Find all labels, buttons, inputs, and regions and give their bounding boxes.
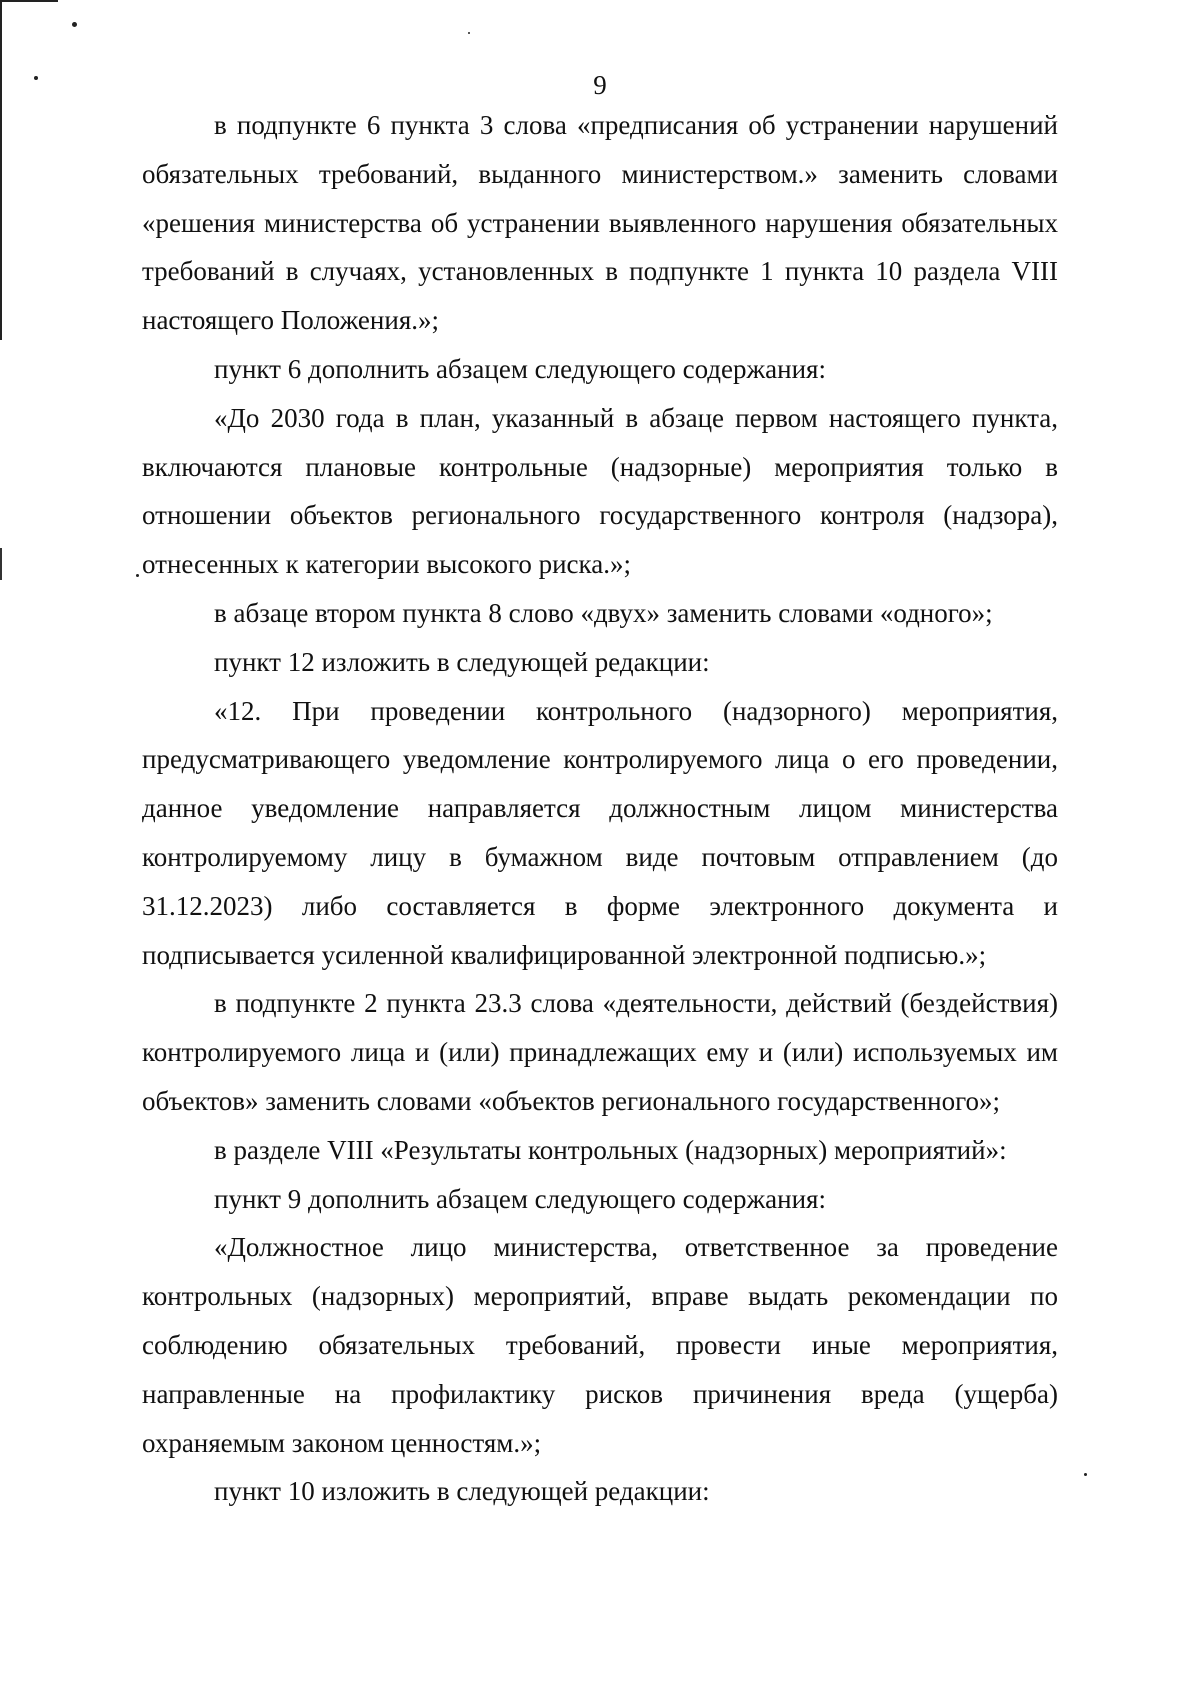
paragraph: в абзаце втором пункта 8 слово «двух» заменить словами «одного»; (214, 597, 993, 628)
paragraph: пункт 10 изложить в следующей редакции: (214, 1476, 710, 1507)
document-body (142, 101, 1058, 1516)
scan-edge-artifact (0, 0, 58, 2)
scan-speck (468, 32, 470, 34)
paragraph: в подпункте 2 пункта 23.3 слова «деятельности, действий (бездействия) контролируемого лица и (или) принадлежащих ему и (или) используемых им объектов» заменить словами «объектов регионального государственного»; (142, 988, 1058, 1116)
paragraph: «До 2030 года в план, указанный в абзаце первом настоящего пункта, включаются плановые контрольные (надзорные) мероприятия только в отношении объектов регионального государственного контроля (надзора), отнесенных к категории высокого риска.»; (142, 402, 1058, 580)
scan-speck (1084, 1473, 1087, 1476)
paragraph: «Должностное лицо министерства, ответственное за проведение контрольных (надзорных) мероприятий, вправе выдать рекомендации по соблюдению обязательных требований, провести иные мероприятия, направленные на профилактику рисков причинения вреда (ущерба) охраняемым законом ценностям.»; (142, 1232, 1058, 1458)
scan-edge-artifact (0, 0, 2, 340)
paragraph: в подпункте 6 пункта 3 слова «предписания об устранении нарушений обязательных требований, выданного министерством.» заменить словами «решения министерства об устранении выявленного нарушения обязательных требований в случаях, установленных в подпункте 1 пункта 10 раздела VIII настоящего Положения.»; (142, 110, 1058, 336)
scan-speck (136, 574, 139, 577)
page-number: 9 (593, 70, 607, 100)
scan-speck (72, 22, 77, 27)
paragraph: пункт 9 дополнить абзацем следующего содержания: (214, 1183, 826, 1214)
paragraph: пункт 12 изложить в следующей редакции: (214, 646, 710, 677)
paragraph: пункт 6 дополнить абзацем следующего содержания: (214, 353, 826, 384)
scan-edge-artifact (0, 548, 2, 580)
paragraph: «12. При проведении контрольного (надзорного) мероприятия, предусматривающего уведомление контролируемого лица о его проведении, данное уведомление направляется должностным лицом министерства контролируемому лицу в бумажном виде почтовым отправлением (до 31.12.2023) либо составляется в форме электронного документа и подписывается усиленной квалифицированной электронной подписью.»; (142, 695, 1058, 970)
paragraph: в разделе VIII «Результаты контрольных (надзорных) мероприятий»: (214, 1134, 1007, 1165)
